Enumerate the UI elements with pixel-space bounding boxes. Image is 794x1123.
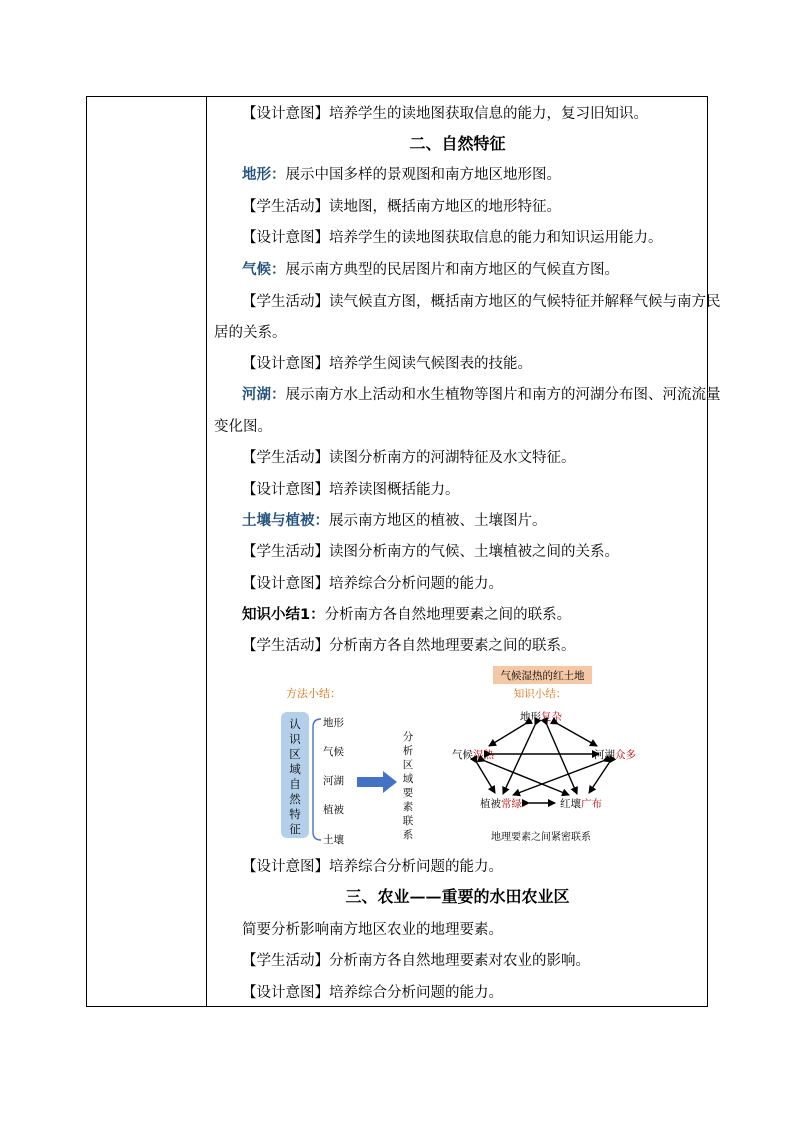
node-label: 红壤: [560, 798, 581, 810]
student-activity-3: 【学生活动】读图分析南方的河湖特征及水文特征。: [242, 450, 576, 466]
soil-veg-line: [242, 511, 547, 531]
analyze-elements-label: [403, 730, 414, 841]
design-intent-3: 【设计意图】培养学生阅读气候图表的技能。: [242, 356, 532, 372]
box-char: 征: [289, 822, 301, 836]
terrain-text: 展示中国多样的景观图和南方地区地形图。: [285, 167, 561, 183]
link-terrain-vegetation: [503, 725, 535, 794]
link-climate-vegetation: [477, 763, 495, 793]
design-intent-1: 【设计意图】培养学生的读地图获取信息的能力，复习旧知识。: [242, 106, 648, 122]
analysis-char: 分: [402, 731, 414, 743]
climate-line: [242, 260, 619, 280]
summary-line: [242, 605, 571, 625]
design-intent-2: 【设计意图】培养学生的读地图获取信息的能力和知识运用能力。: [242, 230, 663, 246]
node-trait: 复杂: [541, 711, 562, 723]
node-trait: 常绿: [501, 798, 522, 810]
node-label: 植被: [480, 798, 501, 810]
box-char: 识: [289, 732, 301, 746]
design-intent-4: 【设计意图】培养读图概括能力。: [242, 482, 460, 498]
diagram-caption: 地理要素之间紧密联系: [491, 832, 591, 843]
node-rivers: [594, 748, 636, 761]
student-activity-2a: 【学生活动】读气候直方图，概括南方地区的气候特征并解释气候与南方民: [242, 294, 721, 310]
box-char: 特: [289, 807, 301, 821]
box-char: 然: [289, 792, 301, 806]
element-climate: 气候: [323, 746, 344, 758]
banner-text: 气候湿热的红土地: [500, 670, 585, 682]
climate-keyword: 气候：: [242, 262, 286, 278]
section-heading-agriculture: 三、农业——重要的水田农业区: [345, 887, 570, 906]
student-activity-4: 【学生活动】读图分析南方的气候、土壤植被之间的关系。: [242, 544, 619, 560]
recognize-region-label: [289, 717, 301, 836]
node-label: 气候: [452, 749, 473, 761]
agriculture-intro: 简要分析影响南方地区农业的地理要素。: [242, 922, 503, 938]
element-soil: 土壤: [323, 834, 344, 846]
design-intent-6: 【设计意图】培养综合分析问题的能力。: [242, 859, 503, 875]
design-intent-5: 【设计意图】培养综合分析问题的能力。: [242, 576, 503, 592]
student-activity-6: 【学生活动】分析南方各自然地理要素对农业的影响。: [242, 953, 590, 969]
node-climate: [452, 748, 494, 761]
terrain-keyword: 地形：: [242, 167, 286, 183]
node-label: 河湖: [594, 749, 615, 761]
node-terrain: [520, 710, 562, 723]
design-intent-7: 【设计意图】培养综合分析问题的能力。: [242, 985, 503, 1001]
rivers-line: [242, 385, 721, 405]
section-heading-natural: 二、自然特征: [409, 134, 506, 153]
analysis-char: 系: [402, 829, 414, 841]
node-trait: 众多: [615, 749, 636, 761]
student-activity-1: 【学生活动】读地图，概括南方地区的地形特征。: [242, 199, 561, 215]
student-activity-5: 【学生活动】分析南方各自然地理要素之间的联系。: [242, 638, 576, 654]
box-char: 区: [289, 747, 301, 761]
node-soil: [560, 797, 602, 810]
element-vegetation: 植被: [323, 804, 344, 816]
link-terrain-climate: [489, 724, 525, 746]
node-label: 地形: [520, 711, 541, 723]
summary-text: 分析南方各自然地理要素之间的联系。: [324, 607, 572, 623]
right-arrow-icon: [357, 771, 397, 793]
link-rivers-soil: [589, 763, 609, 793]
element-terrain: 地形: [323, 717, 344, 729]
node-trait: 广布: [581, 798, 602, 810]
method-summary-title: 方法小结：: [286, 687, 341, 700]
analysis-char: 素: [402, 801, 414, 813]
student-activity-2b: 居的关系。: [214, 325, 287, 341]
analysis-char: 域: [402, 773, 414, 785]
link-terrain-soil: [547, 725, 577, 794]
box-char: 认: [289, 717, 301, 731]
analysis-char: 联: [402, 815, 414, 827]
node-vegetation: [480, 797, 522, 810]
knowledge-summary-diagram: [207, 662, 708, 852]
analysis-char: 区: [402, 759, 414, 771]
analysis-char: 析: [402, 745, 414, 757]
terrain-line: [242, 165, 561, 185]
rivers-text: 展示南方水上活动和水生植物等图片和南方的河湖分布图、河流流量: [285, 387, 721, 403]
soil-veg-text: 展示南方地区的植被、土壤图片。: [329, 513, 547, 529]
rivers-keyword: 河湖：: [242, 387, 286, 403]
element-bracket: [313, 719, 321, 840]
box-char: 自: [289, 777, 301, 791]
summary-keyword: 知识小结1：: [242, 607, 325, 623]
element-rivers: 河湖: [323, 775, 344, 787]
climate-text: 展示南方典型的民居图片和南方地区的气候直方图。: [285, 262, 619, 278]
node-trait: 湿热: [473, 749, 494, 761]
knowledge-summary-title: 知识小结：: [513, 688, 567, 700]
table-column-divider: [206, 96, 207, 1007]
link-terrain-rivers: [558, 724, 597, 746]
soil-veg-keyword: 土壤与植被：: [242, 513, 329, 529]
box-char: 域: [289, 762, 301, 776]
analysis-char: 要: [402, 787, 414, 799]
rivers-text-cont: 变化图。: [214, 419, 272, 435]
